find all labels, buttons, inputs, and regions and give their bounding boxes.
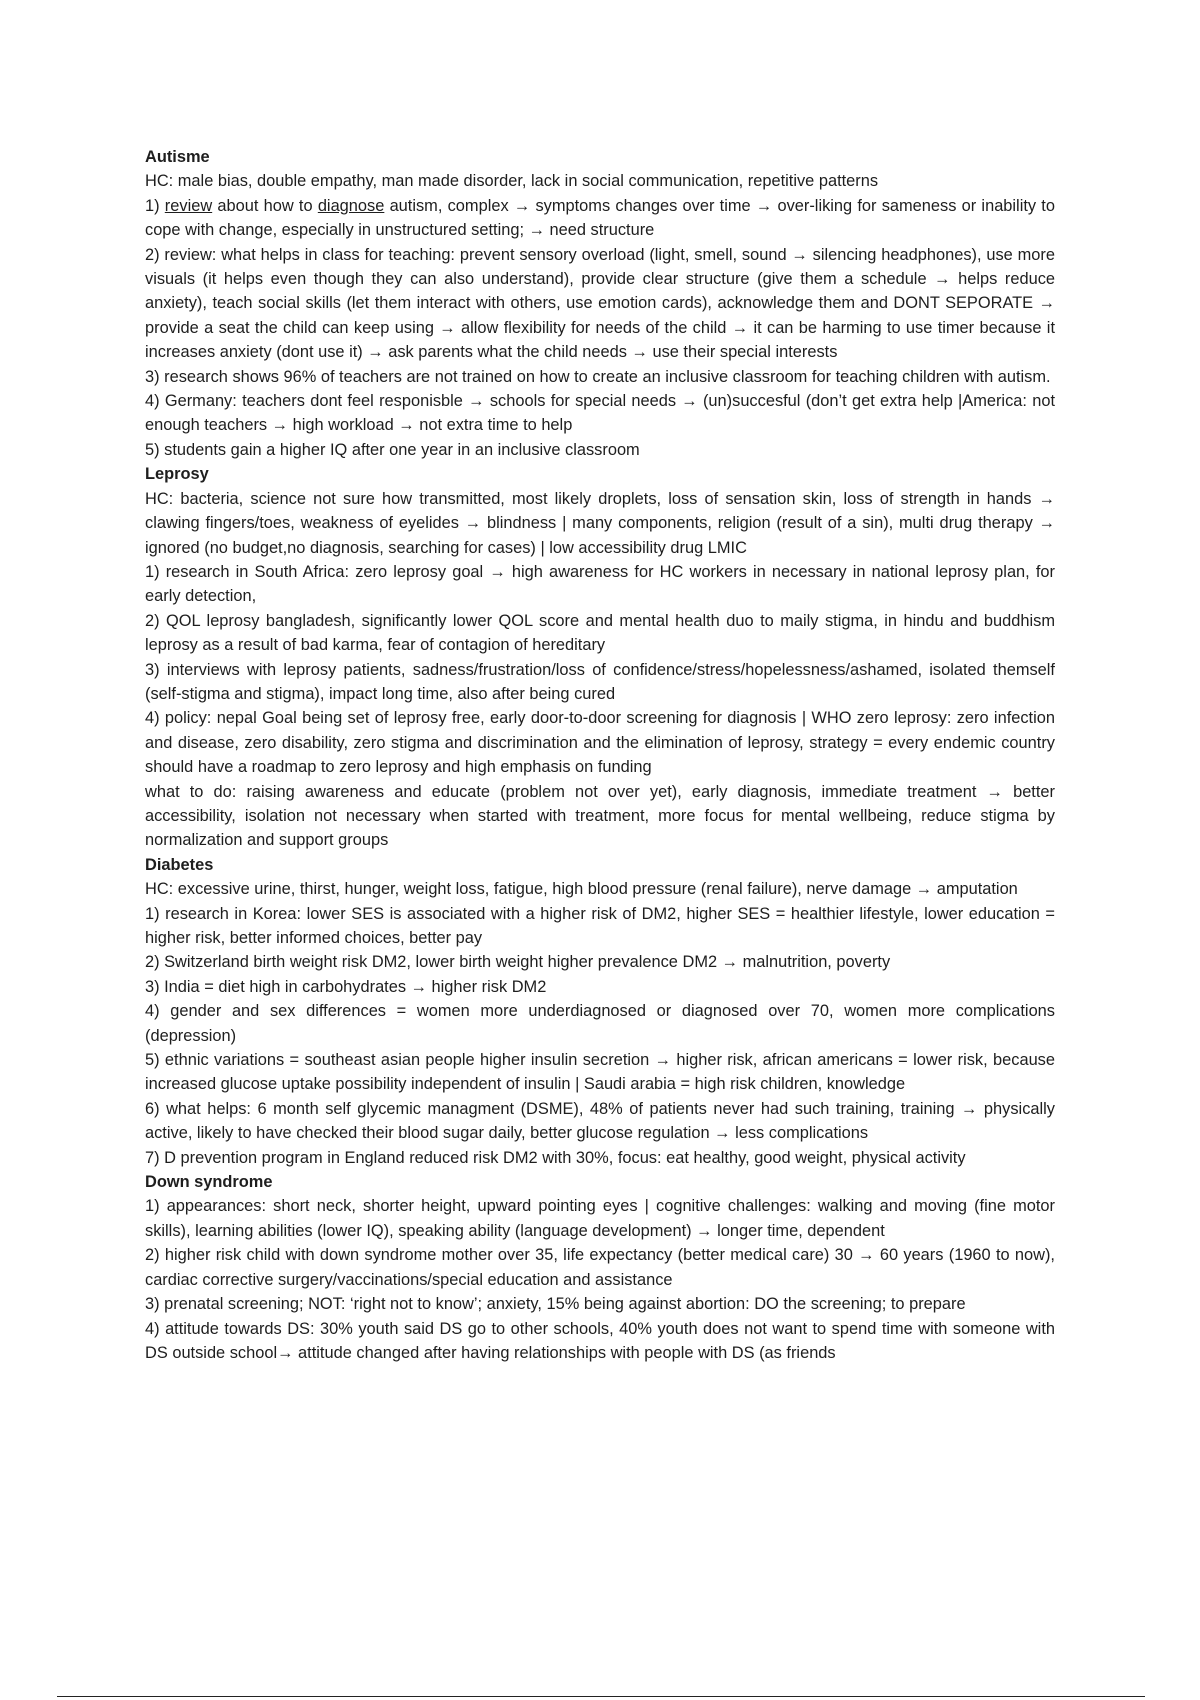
diabetes-point-7: 7) D prevention program in England reduced risk DM2 with 30%, focus: eat healthy, good weight, physical activity bbox=[145, 1148, 966, 1167]
leprosy-hc: HC: bacteria, science not sure how transmitted, most likely droplets, loss of sensation skin, loss of strength in hands → clawing fingers/toes, weakness of eyelides → blindness | many components, religion (result of a sin), multi drug therapy → ignored (no budget,no diagnosis, searching for cases) | low accessibility drug LMIC bbox=[145, 489, 1055, 557]
heading-down-syndrome: Down syndrome bbox=[145, 1173, 273, 1192]
diabetes-point-5: 5) ethnic variations = southeast asian people higher insulin secretion → higher risk, african americans = lower risk, because increased glucose uptake possibility independent of insulin | Saudi arabia = high risk children, knowledge bbox=[145, 1051, 1055, 1094]
diabetes-point-3: 3) India = diet high in carbohydrates → higher risk DM2 bbox=[145, 977, 547, 996]
autism-point-4: 4) Germany: teachers dont feel responisble → schools for special needs → (un)succesful (don’t get extra help |America: not enough teachers → high workload → not extra time to help bbox=[145, 392, 1055, 435]
leprosy-point-2: 2) QOL leprosy bangladesh, significantly lower QOL score and mental health duo to maily stigma, in hindu and buddhism leprosy as a result of bad karma, fear of contagion of hereditary bbox=[145, 611, 1055, 655]
down-point-1: 1) appearances: short neck, shorter height, upward pointing eyes | cognitive challenges: walking and moving (fine motor skills), learning abilities (lower IQ), speaking ability (language development) → longer time, dependent bbox=[145, 1197, 1055, 1240]
autism-point-3: 3) research shows 96% of teachers are not trained on how to create an inclusive classroom for teaching children with autism. bbox=[145, 367, 1051, 386]
autism-p1-diagnose: diagnose bbox=[317, 196, 385, 215]
autism-point-2: 2) review: what helps in class for teaching: prevent sensory overload (light, smell, sound → silencing headphones), use more visuals (it helps even though they can also understand), provide clear structure (give them a schedule → helps reduce anxiety), teach social skills (let them interact with others, use emotion cards), acknowledge them and DONT SEPORATE → provide a seat the child can keep using → allow flexibility for needs of the child → it can be harming to use timer because it increases anxiety (dont use it) → ask parents what the child needs → use their special interests bbox=[145, 245, 1055, 362]
diabetes-point-6: 6) what helps: 6 month self glycemic managment (DSME), 48% of patients never had such training, training → physically active, likely to have checked their blood sugar daily, better glucose regulation → less complications bbox=[145, 1099, 1055, 1143]
down-point-3: 3) prenatal screening; NOT: ‘right not to know’; anxiety, 15% being against abortion: DO the screening; to prepare bbox=[145, 1295, 966, 1314]
diabetes-point-2: 2) Switzerland birth weight risk DM2, lower birth weight higher prevalence DM2 → malnutrition, poverty bbox=[145, 953, 891, 972]
heading-autism: Autisme bbox=[145, 148, 210, 166]
autism-hc: HC: male bias, double empathy, man made disorder, lack in social communication, repetitive patterns bbox=[145, 172, 879, 191]
autism-p1-review: review bbox=[164, 196, 213, 215]
leprosy-point-1: 1) research in South Africa: zero leprosy goal → high awareness for HC workers in necessary in national leprosy plan, for early detection, bbox=[145, 562, 1055, 606]
leprosy-point-4: 4) policy: nepal Goal being set of leprosy free, early door-to-door screening for diagnosis | WHO zero leprosy: zero infection and disease, zero disability, zero stigma and discrimination and the elimination of leprosy, strategy = every endemic country should have a roadmap to zero leprosy and high emphasis on funding bbox=[145, 709, 1055, 777]
autism-p1-prefix: 1) bbox=[145, 196, 165, 215]
document-page bbox=[145, 145, 1055, 1365]
autism-point-5: 5) students gain a higher IQ after one year in an inclusive classroom bbox=[145, 440, 640, 459]
heading-leprosy: Leprosy bbox=[145, 465, 209, 484]
down-point-2: 2) higher risk child with down syndrome mother over 35, life expectancy (better medical care) 30 → 60 years (1960 to now), cardiac corrective surgery/vaccinations/special education and assistance bbox=[145, 1246, 1055, 1289]
diabetes-hc: HC: excessive urine, thirst, hunger, weight loss, fatigue, high blood pressure (renal failure), nerve damage → amputation bbox=[145, 880, 1018, 899]
diabetes-point-4: 4) gender and sex differences = women more underdiagnosed or diagnosed over 70, women more complications (depression) bbox=[145, 1002, 1055, 1045]
autism-point-1 bbox=[145, 194, 1055, 243]
leprosy-point-3: 3) interviews with leprosy patients, sadness/frustration/loss of confidence/stress/hopelessness/ashamed, isolated themself (self-stigma and stigma), impact long time, also after being cured bbox=[145, 660, 1055, 703]
heading-diabetes: Diabetes bbox=[145, 855, 214, 874]
down-point-4: 4) attitude towards DS: 30% youth said DS go to other schools, 40% youth does not want to spend time with someone with DS outside school→ attitude changed after having relationships with people with DS (as friends bbox=[145, 1319, 1055, 1362]
footer-divider bbox=[57, 1696, 1145, 1697]
autism-p1-mid: about how to bbox=[212, 196, 318, 215]
leprosy-what-to-do: what to do: raising awareness and educate (problem not over yet), early diagnosis, immediate treatment → better accessibility, isolation not necessary when started with treatment, more focus for mental wellbeing, reduce stigma by normalization and support groups bbox=[145, 782, 1055, 850]
diabetes-point-1: 1) research in Korea: lower SES is associated with a higher risk of DM2, higher SES = healthier lifestyle, lower education = higher risk, better informed choices, better pay bbox=[145, 904, 1055, 947]
autism-p1-rest: autism, complex → symptoms changes over time → over-liking for sameness or inability to cope with change, especially in unstructured setting; → need structure bbox=[145, 196, 1055, 240]
